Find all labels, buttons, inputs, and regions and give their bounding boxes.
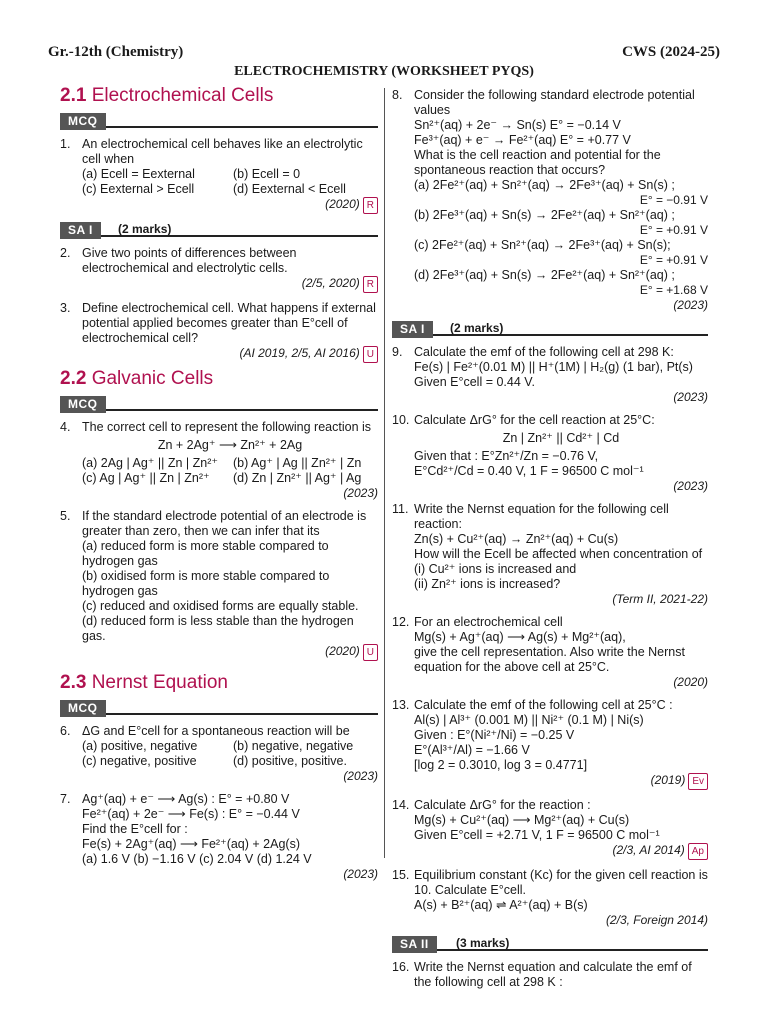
question-16: 16. Write the Nernst equation and calculate the emf of the following cell at 298 K : [392,960,692,989]
page-header [48,44,720,61]
option-d: (d) positive, positive. [233,754,347,768]
question-13: 13. Calculate the emf of the following cell at 25°C : Al(s) | Al³⁺ (0.001 M) || Ni²⁺ (0.1 M) | Ni(s) Given : E°(Ni²⁺/Ni) = −0.25 V E°(Al³⁺/Al) = −1.66 V [log 2 = 0.3010, log 3 = 0.4771] (2019) Ev [392,698,708,790]
source-year: (2023) [673,298,708,312]
source-year: (2020) [673,675,708,689]
source-year: (AI 2019, 2/5, AI 2016) [239,346,360,360]
source-year: (Term II, 2021-22) [612,592,708,606]
sa1-bar [392,321,708,337]
option-b: (b) oxidised form is more stable compared to hydrogen gas [82,569,330,598]
question-9: 9. Calculate the emf of the following cell at 298 K: Fe(s) | Fe²⁺(0.01 M) || H⁺(1M) | H₂(g) (1 bar), Pt(s) Given E°cell = 0.44 V. (2023) [392,345,708,404]
option-b: (b) 2Fe³⁺(aq) + Sn(s) → 2Fe²⁺(aq) + Sn²⁺(aq) ; [414,208,675,222]
question-7: 7. Ag⁺(aq) + e⁻ ⟶ Ag(s) : E° = +0.80 V Fe²⁺(aq) + 2e⁻ ⟶ Fe(s) : E° = −0.44 V Find the E°cell for : Fe(s) + 2Ag⁺(aq) ⟶ Fe²⁺(aq) + 2Ag(s) (a) 1.6 V (b) −1.16 V (c) 2.04 V (d) 1.24 V (2023) [60,792,378,881]
marks-label: (2 marks) [450,321,504,335]
option-d: (d) Eexternal < Ecell [233,182,346,196]
mcq-badge: MCQ [60,700,106,717]
question-10: 10. Calculate ΔrG° for the cell reaction at 25°C: Zn | Zn²⁺ || Cd²⁺ | Cd Given that : E°Zn²⁺/Zn = −0.76 V, E°Cd²⁺/Cd = 0.40 V, 1 F = 96500 C mol⁻¹ (2023) [392,413,708,493]
option-a: (a) reduced form is more stable compared to hydrogen gas [82,539,329,568]
level-tag: U [363,346,378,363]
level-tag: R [363,197,378,214]
option-d: (d) 2Fe³⁺(aq) + Sn(s) → 2Fe²⁺(aq) + Sn²⁺(aq) ; [414,268,675,282]
column-divider [384,88,385,858]
question-12: 12. For an electrochemical cell Mg(s) + Ag⁺(aq) ⟶ Ag(s) + Mg²⁺(aq), give the cell representation. Also write the Nernst equation for the above cell at 25°C. (2020) [392,615,708,689]
section-heading-2-2: 2.2 Galvanic Cells [60,368,214,389]
option-b: (b) Ecell = 0 [233,167,301,181]
option-b: (b) Ag⁺ | Ag || Zn²⁺ | Zn [233,456,362,470]
option-a: (a) Ecell = Eexternal [82,167,195,181]
section-heading-2-1: 2.1 Electrochemical Cells [60,85,274,106]
level-tag: U [363,644,378,661]
marks-label: (3 marks) [456,936,510,950]
source-year: (2023) [673,390,708,404]
left-column [60,84,378,890]
mcq-bar [60,396,378,412]
sa1-badge: SA I [392,321,433,338]
source-year: (2019) [650,773,686,787]
sa1-badge: SA I [60,222,101,239]
option-c: (c) negative, positive [82,754,197,768]
source-year: (2023) [343,486,378,500]
sa2-bar [392,936,708,952]
option-a: (a) positive, negative [82,739,198,753]
options: (a) 1.6 V (b) −1.16 V (c) 2.04 V (d) 1.24 V [82,852,312,866]
sa2-badge: SA II [392,936,437,953]
option-a: (a) 2Ag | Ag⁺ || Zn | Zn²⁺ [82,456,218,470]
source-year: (2/5, 2020) [301,276,360,290]
option-d: (d) Zn | Zn²⁺ || Ag⁺ | Ag [233,471,362,485]
option-c: (c) Eexternal > Ecell [82,182,195,196]
source-year: (2/3, AI 2014) [612,843,685,857]
question-11: 11. Write the Nernst equation for the following cell reaction: Zn(s) + Cu²⁺(aq) → Zn²⁺(aq) + Cu(s) How will the Ecell be affected when concentration of (i) Cu²⁺ ions is increased and (ii) Zn²⁺ ions is increased? (Term II, 2021-22) [392,502,708,606]
reaction-equation: Zn + 2Ag⁺ ⟶ Zn²⁺ + 2Ag [157,438,303,452]
level-tag: Ap [688,843,708,860]
mcq-badge: MCQ [60,113,106,130]
question-8: 8. Consider the following standard electrode potential values Sn²⁺(aq) + 2e⁻ → Sn(s) E° = −0.14 V Fe³⁺(aq) + e⁻ → Fe²⁺(aq) E° = +0.77 V What is the cell reaction and potential for the spontaneous reaction that occurs? (a) 2Fe²⁺(aq) + Sn²⁺(aq) → 2Fe³⁺(aq) + Sn(s) ; E° = −0.91 V (b) 2Fe³⁺(aq) + Sn(s) → 2Fe²⁺(aq) + Sn²⁺(aq) ; E° = +0.91 V (c) 2Fe²⁺(aq) + Sn²⁺(aq) → 2Fe³⁺(aq) + Sn(s); E° = +0.91 V (d) 2Fe³⁺(aq) + Sn(s) → 2Fe²⁺(aq) + Sn²⁺(aq) ; E° = +1.68 V (2023) [392,88,708,312]
option-b: (b) negative, negative [233,739,354,753]
grade-label: Gr.-12th (Chemistry) [48,44,184,60]
worksheet-title: ELECTROCHEMISTRY (WORKSHEET PYQS) [234,64,534,79]
marks-label: (2 marks) [118,222,172,236]
mcq-bar [60,113,378,129]
source-year: (2023) [343,769,378,783]
option-a: (a) 2Fe²⁺(aq) + Sn²⁺(aq) → 2Fe³⁺(aq) + Sn(s) ; [414,178,675,192]
option-c: (c) 2Fe²⁺(aq) + Sn²⁺(aq) → 2Fe³⁺(aq) + Sn(s); [414,238,671,252]
option-c: (c) Ag | Ag⁺ || Zn | Zn²⁺ [82,471,210,485]
level-tag: Ev [688,773,708,790]
level-tag: R [363,276,378,293]
question-5: 5. If the standard electrode potential of an electrode is greater than zero, then we can infer that its (a) reduced form is more stable compared to hydrogen gas (b) oxidised form is more stable compared to hydrogen gas (c) reduced and oxidised forms are equally stable. (d) reduced form is less stable than the hydrogen gas. (2020) U [60,509,378,661]
question-15: 15. Equilibrium constant (Kc) for the given cell reaction is 10. Calculate E°cell. A(s) + B²⁺(aq) ⇌ A²⁺(aq) + B(s) (2/3, Foreign 2014) [392,868,708,927]
mcq-badge: MCQ [60,396,106,413]
section-heading-2-3: 2.3 Nernst Equation [60,672,228,693]
question-3: 3. Define electrochemical cell. What happens if external potential applied becomes greater than E°cell of electrochemical cell? (AI 2019, 2/5, AI 2016) U [60,301,378,363]
option-c: (c) reduced and oxidised forms are equally stable. [82,599,359,613]
question-1: 1. An electrochemical cell behaves like an electrolytic cell when (a) Ecell = Eexternal (b) Ecell = 0 (c) Eexternal > Ecell (d) Eexternal < Ecell (2020) R [60,137,378,214]
source-year: (2020) [325,644,360,658]
worksheet-code: CWS (2024-25) [622,44,720,60]
question-14: 14. Calculate ΔrG° for the reaction : Mg(s) + Cu²⁺(aq) ⟶ Mg²⁺(aq) + Cu(s) Given E°cell = +2.71 V, 1 F = 96500 C mol⁻¹ (2/3, AI 2014) Ap [392,798,708,860]
right-column [392,84,708,998]
source-year: (2023) [673,479,708,493]
source-year: (2/3, Foreign 2014) [605,913,708,927]
question-2: 2. Give two points of differences between electrochemical and electrolytic cells. (2/5, 2020) R [60,246,378,293]
source-year: (2020) [325,197,360,211]
mcq-bar [60,700,378,716]
option-d: (d) reduced form is less stable than the hydrogen gas. [82,614,354,643]
question-6: 6. ΔG and E°cell for a spontaneous reaction will be (a) positive, negative (b) negative, negative (c) negative, positive (d) positive, positive. (2023) [60,724,378,783]
question-4: 4. The correct cell to represent the following reaction is Zn + 2Ag⁺ ⟶ Zn²⁺ + 2Ag (a) 2Ag | Ag⁺ || Zn | Zn²⁺ (b) Ag⁺ | Ag || Zn²⁺ | Zn (c) Ag | Ag⁺ || Zn | Zn²⁺ (d) Zn | Zn²⁺ || Ag⁺ | Ag (2023) [60,420,378,500]
sa1-bar [60,222,378,238]
source-year: (2023) [343,867,378,881]
